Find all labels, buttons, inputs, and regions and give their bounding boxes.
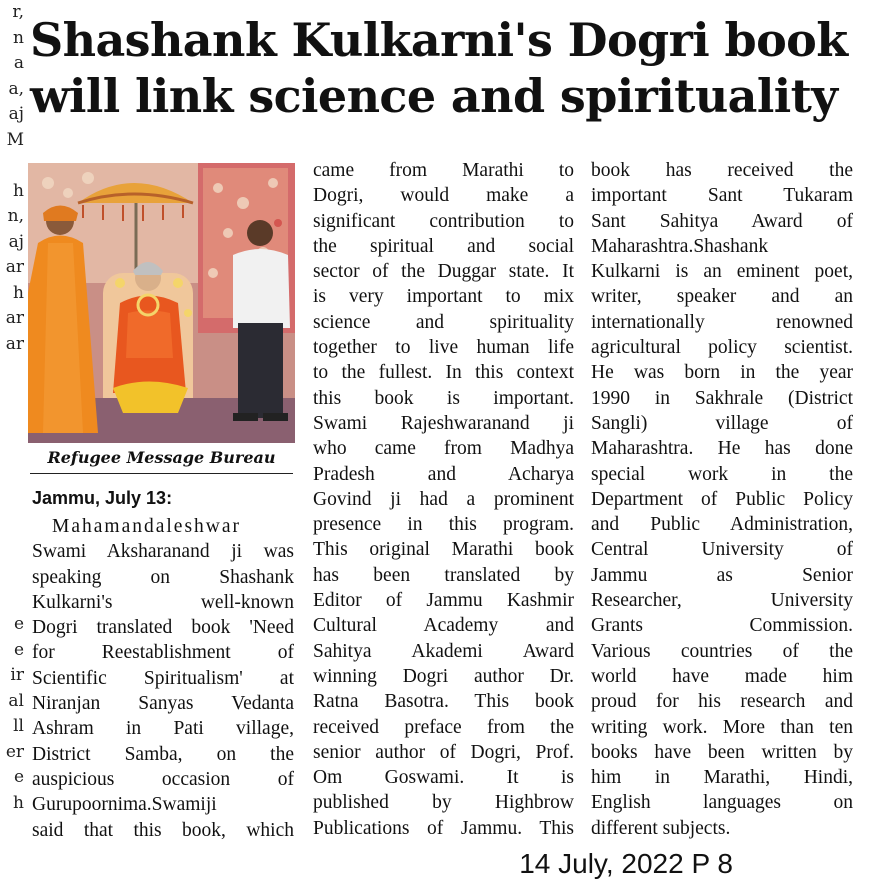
adjacent-text-fragment: al xyxy=(8,690,24,711)
headline xyxy=(30,12,870,124)
article-line: sector of the Duggar state. It xyxy=(313,261,574,283)
article-line: Kulkarni is an eminent poet, xyxy=(591,261,853,283)
article-column-3 xyxy=(591,158,853,841)
article-line: said that this book, which xyxy=(32,819,294,841)
article-line: internationally renowned xyxy=(591,311,853,333)
adjacent-text-fragment xyxy=(0,357,24,383)
article-line: English languages on xyxy=(591,792,853,814)
news-photo xyxy=(28,163,295,443)
article-line: Dogri, would make a xyxy=(313,185,574,207)
adjacent-text-fragment: ir xyxy=(10,665,24,685)
article-line: Grants Commission. xyxy=(591,615,853,637)
article-line: special work in the xyxy=(591,463,853,485)
page-date: 14 July, 2022 P 8 xyxy=(519,848,733,879)
article-line: Pradesh and Acharya xyxy=(313,463,574,485)
article-line: 1990 in Sakhrale (District xyxy=(591,387,853,409)
article-line: winning Dogri author Dr. xyxy=(313,665,574,687)
article-line: Cultural Academy and xyxy=(313,615,574,637)
adjacent-text-fragment: a, xyxy=(8,78,24,99)
article-line: presence in this program. xyxy=(313,514,574,536)
article-line: Kulkarni's well-known xyxy=(32,591,294,613)
article-line: writer, speaker and an xyxy=(591,286,853,308)
article-line: Central University of xyxy=(591,539,853,561)
adjacent-text-fragment: ll xyxy=(13,716,24,736)
adjacent-text-fragment: a xyxy=(13,53,24,73)
article-line: Jammu as Senior xyxy=(591,564,853,586)
headline-line-2: will link science and spirituality xyxy=(30,69,838,123)
photo-caption: Refugee Message Bureau xyxy=(30,448,293,474)
article-line: Om Goswami. It is xyxy=(313,767,574,789)
article-line: Various countries of the xyxy=(591,640,853,662)
article-column-2 xyxy=(313,158,574,841)
dateline: Jammu, July 13: xyxy=(32,488,173,508)
article-line: this book is important. xyxy=(313,387,574,409)
headline-line-1: Shashank Kulkarni's Dogri book xyxy=(30,13,848,67)
article-line: came from Marathi to xyxy=(313,160,574,181)
article-line: books have been written by xyxy=(591,741,853,763)
adjacent-text-fragment: aj xyxy=(8,231,24,252)
article-line: Maharashtra. He has done xyxy=(591,438,853,460)
article-line: important Sant Tukaram xyxy=(591,185,853,207)
adjacent-text-fragment: er xyxy=(5,741,24,762)
adjacent-text-fragment xyxy=(0,153,24,179)
adjacent-text-fragment: h xyxy=(13,792,24,813)
adjacent-text-fragment: aj xyxy=(8,104,24,124)
article-line: Sant Sahitya Award of xyxy=(591,210,853,232)
article-line: Ashram in Pati village, xyxy=(32,718,294,740)
article-line: Publications of Jammu. This xyxy=(313,817,574,839)
article-line: Mahamandaleshwar xyxy=(52,516,242,537)
article-line: who came from Madhya xyxy=(313,438,574,460)
adjacent-column-fragment xyxy=(0,0,24,850)
article-line: Gurupoornima.Swamiji xyxy=(32,794,217,816)
article-column-1 xyxy=(32,514,294,843)
adjacent-text-fragment xyxy=(0,485,24,511)
adjacent-text-fragment xyxy=(0,510,24,536)
article-line: Maharashtra.Shashank xyxy=(591,235,769,257)
adjacent-text-fragment xyxy=(0,587,24,613)
adjacent-text-fragment xyxy=(0,383,24,409)
article-line: writing work. More than ten xyxy=(591,716,853,738)
article-line: agricultural policy scientist. xyxy=(591,337,853,359)
adjacent-text-fragment: r, xyxy=(12,2,24,22)
adjacent-text-fragment xyxy=(0,536,24,562)
article-line: book has received the xyxy=(591,160,853,181)
adjacent-text-fragment: h xyxy=(13,180,24,201)
article-line: Swami Aksharanand ji was xyxy=(32,541,294,563)
article-line: has been translated by xyxy=(313,564,574,586)
article-line: world have made him xyxy=(591,665,853,687)
article-line: He was born in the year xyxy=(591,362,853,384)
adjacent-text-fragment: e xyxy=(13,614,24,634)
article-line: him in Marathi, Hindi, xyxy=(591,767,853,789)
article-line: This original Marathi book xyxy=(313,539,574,561)
article-line: auspicious occasion of xyxy=(32,768,294,790)
adjacent-text-fragment xyxy=(0,561,24,587)
adjacent-text-fragment: ar xyxy=(5,308,24,328)
article-line: Govind ji had a prominent xyxy=(313,488,574,510)
article-line: received preface from the xyxy=(313,716,574,738)
adjacent-text-fragment xyxy=(0,434,24,460)
article-line: Sangli) village of xyxy=(591,412,853,434)
article-line: proud for his research and xyxy=(591,691,853,713)
article-line: to the fullest. In this context xyxy=(313,362,574,384)
adjacent-text-fragment xyxy=(0,459,24,485)
adjacent-text-fragment: e xyxy=(13,767,24,787)
adjacent-text-fragment: e xyxy=(13,639,24,660)
article-line: and Public Administration, xyxy=(591,514,853,536)
article-line: senior author of Dogri, Prof. xyxy=(313,741,574,763)
article-line: District Samba, on the xyxy=(32,743,294,765)
article-line: Researcher, University xyxy=(591,590,853,612)
article-line: for Reestablishment of xyxy=(32,642,294,664)
article-line: published by Highbrow xyxy=(313,792,574,814)
adjacent-text-fragment: ar xyxy=(5,333,24,354)
article-line: is very important to mix xyxy=(313,286,574,308)
article-line: Scientific Spiritualism' at xyxy=(32,667,294,689)
article-line: Dogri translated book 'Need xyxy=(32,617,294,639)
article-line: speaking on Shashank xyxy=(32,566,294,588)
adjacent-text-fragment: M xyxy=(6,129,24,150)
article-line: science and spirituality xyxy=(313,311,574,333)
article-line: together to live human life xyxy=(313,337,574,359)
article-line: the spiritual and social xyxy=(313,235,574,257)
article-line: different subjects. xyxy=(591,817,731,839)
adjacent-text-fragment xyxy=(0,408,24,434)
adjacent-text-fragment: ar xyxy=(5,257,24,277)
article-line: Swami Rajeshwaranand ji xyxy=(313,412,574,434)
article-line: Sahitya Akademi Award xyxy=(313,640,574,662)
adjacent-text-fragment: n xyxy=(13,27,24,48)
adjacent-text-fragment: h xyxy=(13,282,24,303)
article-line: Ratna Basotra. This book xyxy=(313,691,574,713)
article-line: Niranjan Sanyas Vedanta xyxy=(32,693,294,715)
article-line: significant contribution to xyxy=(313,210,574,232)
article-line: Department of Public Policy xyxy=(591,488,853,510)
adjacent-text-fragment: n, xyxy=(7,206,24,226)
article-line: Editor of Jammu Kashmir xyxy=(313,590,574,612)
